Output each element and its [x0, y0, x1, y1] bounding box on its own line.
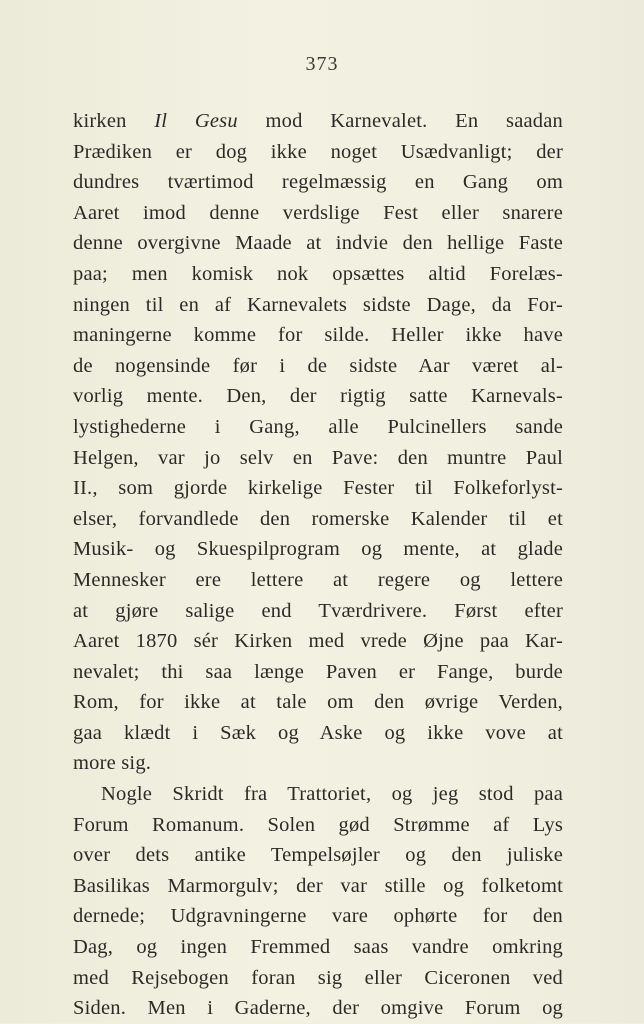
text-line [73, 901, 563, 932]
text-segment: Aaret 1870 sér Kirken med vrede Øjne paa Kar- [73, 630, 563, 653]
text-segment: Rom, for ikke at tale om den øvrige Verden, [73, 691, 563, 714]
text-line [73, 840, 563, 871]
text-segment: denne overgivne Maade at indvie den hellige Faste [73, 232, 563, 255]
text-line [73, 137, 563, 168]
text-line [73, 657, 563, 688]
text-line [73, 534, 563, 565]
text-line [73, 320, 563, 351]
body-text [73, 106, 563, 1024]
text-segment: Helgen, var jo selv en Pave: den muntre Paul [73, 446, 563, 469]
text-line [73, 412, 563, 443]
text-segment: gaa klædt i Sæk og Aske og ikke vove at [73, 721, 563, 744]
text-line [73, 167, 563, 198]
text-line [73, 565, 563, 596]
text-segment: de nogensinde før i de sidste Aar været al- [73, 354, 563, 377]
text-line [73, 504, 563, 535]
text-line [73, 871, 563, 902]
text-segment: Mennesker ere lettere at regere og lettere [73, 568, 563, 591]
text-line [73, 443, 563, 474]
text-segment: vorlig mente. Den, der rigtig satte Karnevals- [73, 385, 563, 408]
text-segment: at gjøre salige end Tværdrivere. Først efter [73, 599, 563, 622]
paragraph [73, 106, 563, 779]
text-line [73, 228, 563, 259]
text-line [73, 810, 563, 841]
text-line [73, 687, 563, 718]
text-segment: nevalet; thi saa længe Paven er Fange, burde [73, 660, 563, 683]
text-line [73, 626, 563, 657]
text-line [73, 106, 563, 137]
text-segment: Dag, og ingen Fremmed saas vandre omkring [73, 936, 563, 959]
text-segment: over dets antike Tempelsøjler og den juliske [73, 844, 563, 867]
text-segment: more sig. [73, 752, 152, 775]
text-segment: ningen til en af Karnevalets sidste Dage, da For- [73, 293, 563, 316]
page-number: 373 [305, 53, 339, 75]
text-line [73, 473, 563, 504]
text-line [73, 963, 563, 994]
text-segment: maningerne komme for silde. Heller ikke have [73, 324, 563, 347]
text-segment: dernede; Udgravningerne vare ophørte for den [73, 905, 563, 928]
text-segment: mod Karnevalet. En saadan [237, 110, 563, 132]
text-segment: dundres tværtimod regelmæssig en Gang om [73, 171, 563, 194]
text-segment: Musik- og Skuespilprogram og mente, at glade [73, 538, 563, 561]
text-segment: Prædiken er dog ikke noget Usædvanligt; der [73, 140, 563, 163]
text-segment: Aaret imod denne verdslige Fest eller snarere [73, 201, 563, 224]
text-line [73, 381, 563, 412]
text-line [73, 932, 563, 963]
text-line [73, 351, 563, 382]
text-line [73, 748, 563, 779]
text-segment: lystighederne i Gang, alle Pulcinellers sande [73, 415, 563, 438]
text-line [73, 198, 563, 229]
text-line [73, 718, 563, 749]
text-segment: Nogle Skridt fra Trattoriet, og jeg stod paa [101, 783, 563, 806]
text-line [73, 596, 563, 627]
text-segment: II., som gjorde kirkelige Fester til Folkeforlyst- [73, 477, 563, 500]
text-segment: kirken [73, 110, 155, 132]
text-segment: med Rejsebogen foran sig eller Ciceronen ved [73, 966, 563, 989]
text-line [73, 259, 563, 290]
text-segment: paa; men komisk nok opsættes altid Forelæs- [73, 262, 563, 285]
text-segment: Basilikas Marmorgulv; der var stille og folketomt [73, 874, 563, 897]
text-line [73, 290, 563, 321]
italic-text: Il Gesu [154, 110, 238, 132]
text-line [73, 993, 563, 1024]
text-segment: Forum Romanum. Solen gød Strømme af Lys [73, 813, 563, 836]
text-line [73, 779, 563, 810]
text-segment: elser, forvandlede den romerske Kalender til et [73, 507, 563, 530]
text-segment: Siden. Men i Gaderne, der omgive Forum og [73, 997, 563, 1020]
paragraph [73, 779, 563, 1024]
